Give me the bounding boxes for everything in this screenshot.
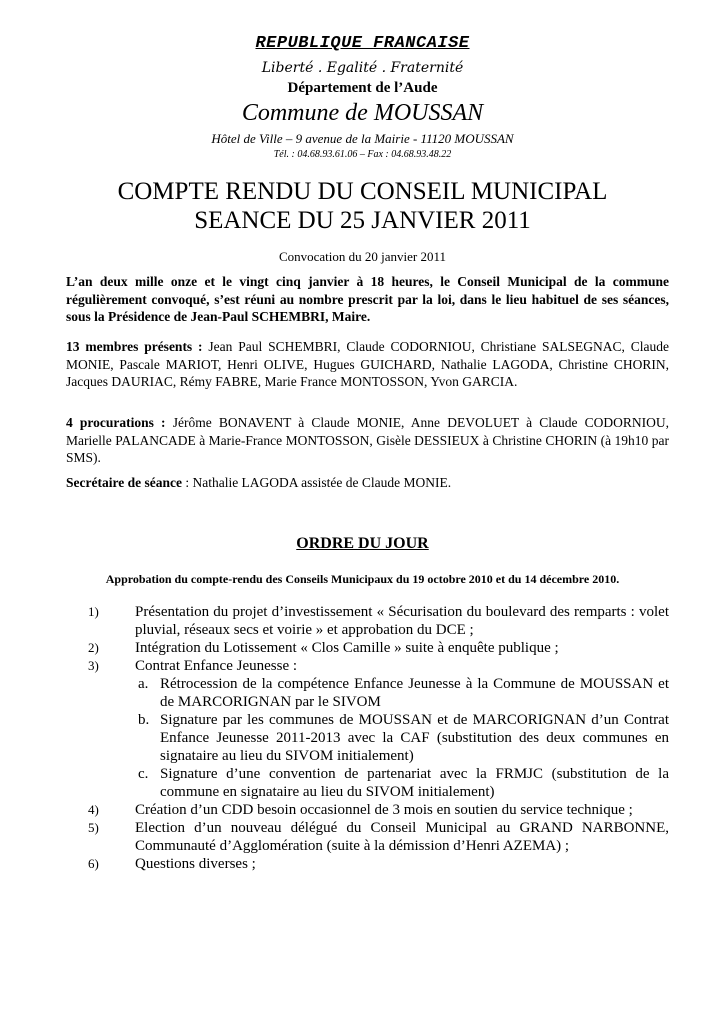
agenda-subitem <box>0 711 669 765</box>
members-list: Jean Paul SCHEMBRI, Claude CODORNIOU, Christiane SALSEGNAC, Claude MONIE, Pascale MARIOT, Henri OLIVE, Hugues GUICHARD, Nathalie LAGODA, Christine CHORIN, Jacques DAURIAC, Rémy FABRE, Marie France MONTOSSON, Yvon GARCIA. <box>66 339 669 389</box>
commune-name: Commune de MOUSSAN <box>241 100 484 126</box>
minutes-approval-line: Approbation du compte-rendu des Conseils Municipaux du 19 octobre 2010 et du 14 décembre 2010. <box>105 572 620 586</box>
agenda-item-number: 6) <box>88 856 99 871</box>
proxies-label: 4 procurations : <box>66 415 166 430</box>
proxies-paragraph <box>66 414 669 467</box>
agenda-item-text: Intégration du Lotissement « Clos Camille » suite à enquête publique ; <box>135 640 559 656</box>
agenda-item <box>0 819 669 855</box>
agenda-subitem-letter: c. <box>138 766 149 782</box>
agenda-subitem <box>0 675 669 711</box>
agenda-item-text: Présentation du projet d’investissement « Sécurisation du boulevard des remparts : volet pluvial, réseaux secs et voirie » et approbation du DCE ; <box>135 604 669 638</box>
town-hall-address: Hôtel de Ville – 9 avenue de la Mairie - 11120 MOUSSAN <box>211 131 514 146</box>
document-title-line1: COMPTE RENDU DU CONSEIL MUNICIPAL <box>117 178 608 205</box>
agenda-item-number: 2) <box>88 640 99 655</box>
agenda-subitem-text: Rétrocession de la compétence Enfance Jeunesse à la Commune de MOUSSAN et de MARCORIGNAN par le SIVOM <box>160 676 669 710</box>
secretary-label: Secrétaire de séance <box>66 475 182 490</box>
department-name: Département de l’Aude <box>287 80 438 96</box>
secretary-paragraph <box>66 474 669 492</box>
agenda-item-text: Contrat Enfance Jeunesse : <box>135 658 298 674</box>
agenda-subitem-text: Signature par les communes de MOUSSAN et de MARCORIGNAN d’un Contrat Enfance Jeunesse 2011-2013 avec la CAF (substitution des deux communes en signataire au lieu du SIVOM initialement) <box>160 712 669 764</box>
agenda-item-number: 4) <box>88 802 99 817</box>
secretary-name: : Nathalie LAGODA assistée de Claude MONIE. <box>181 475 452 490</box>
agenda-subitem-text: Signature d’une convention de partenariat avec la FRMJC (substitution de la commune en signataire au lieu du SIVOM initialement) <box>160 766 669 800</box>
agenda-item <box>0 801 669 819</box>
agenda-item <box>0 855 669 873</box>
convocation-date: Convocation du 20 janvier 2011 <box>278 249 447 264</box>
members-label: 13 membres présents : <box>66 339 203 354</box>
agenda-item-text: Questions diverses ; <box>135 856 256 872</box>
agenda-item <box>0 603 669 639</box>
agenda-item <box>0 639 669 657</box>
agenda-item-number: 1) <box>88 604 99 619</box>
proxies-list: Jérôme BONAVENT à Claude MONIE, Anne DEVOLUET à Claude CODORNIOU, Marielle PALANCADE à Marie-France MONTOSSON, Gisèle DESSIEUX à Christine CHORIN (à 19h10 par SMS). <box>66 415 669 465</box>
agenda-subitem-letter: a. <box>138 676 149 692</box>
republic-heading: REPUBLIQUE FRANCAISE <box>255 34 470 53</box>
agenda-item-number: 3) <box>88 658 99 673</box>
agenda-subitem <box>0 765 669 801</box>
agenda-subitem-letter: b. <box>138 712 150 728</box>
republic-motto: Liberté . Egalité . Fraternité <box>261 60 464 76</box>
document-title-line2: SEANCE DU 25 JANVIER 2011 <box>194 207 531 234</box>
agenda-item-text: Création d’un CDD besoin occasionnel de 3 mois en soutien du service technique ; <box>135 802 633 818</box>
contact-phone-fax: Tél. : 04.68.93.61.06 – Fax : 04.68.93.48.22 <box>273 149 452 160</box>
agenda-item-number: 5) <box>88 820 99 835</box>
agenda-item <box>0 657 669 675</box>
agenda-list <box>0 603 725 873</box>
members-paragraph <box>66 338 669 391</box>
agenda-heading: ORDRE DU JOUR <box>296 535 429 552</box>
intro-paragraph: L’an deux mille onze et le vingt cinq janvier à 18 heures, le Conseil Municipal de la commune régulièrement convoqué, s’est réuni au nombre prescrit par la loi, dans le lieu habituel de ses séances, sous la Présidence de Jean-Paul SCHEMBRI, Maire. <box>66 274 669 324</box>
agenda-item-text: Election d’un nouveau délégué du Conseil Municipal au GRAND NARBONNE, Communauté d’Agglomération (suite à la démission d’Henri AZEMA) ; <box>135 820 669 854</box>
